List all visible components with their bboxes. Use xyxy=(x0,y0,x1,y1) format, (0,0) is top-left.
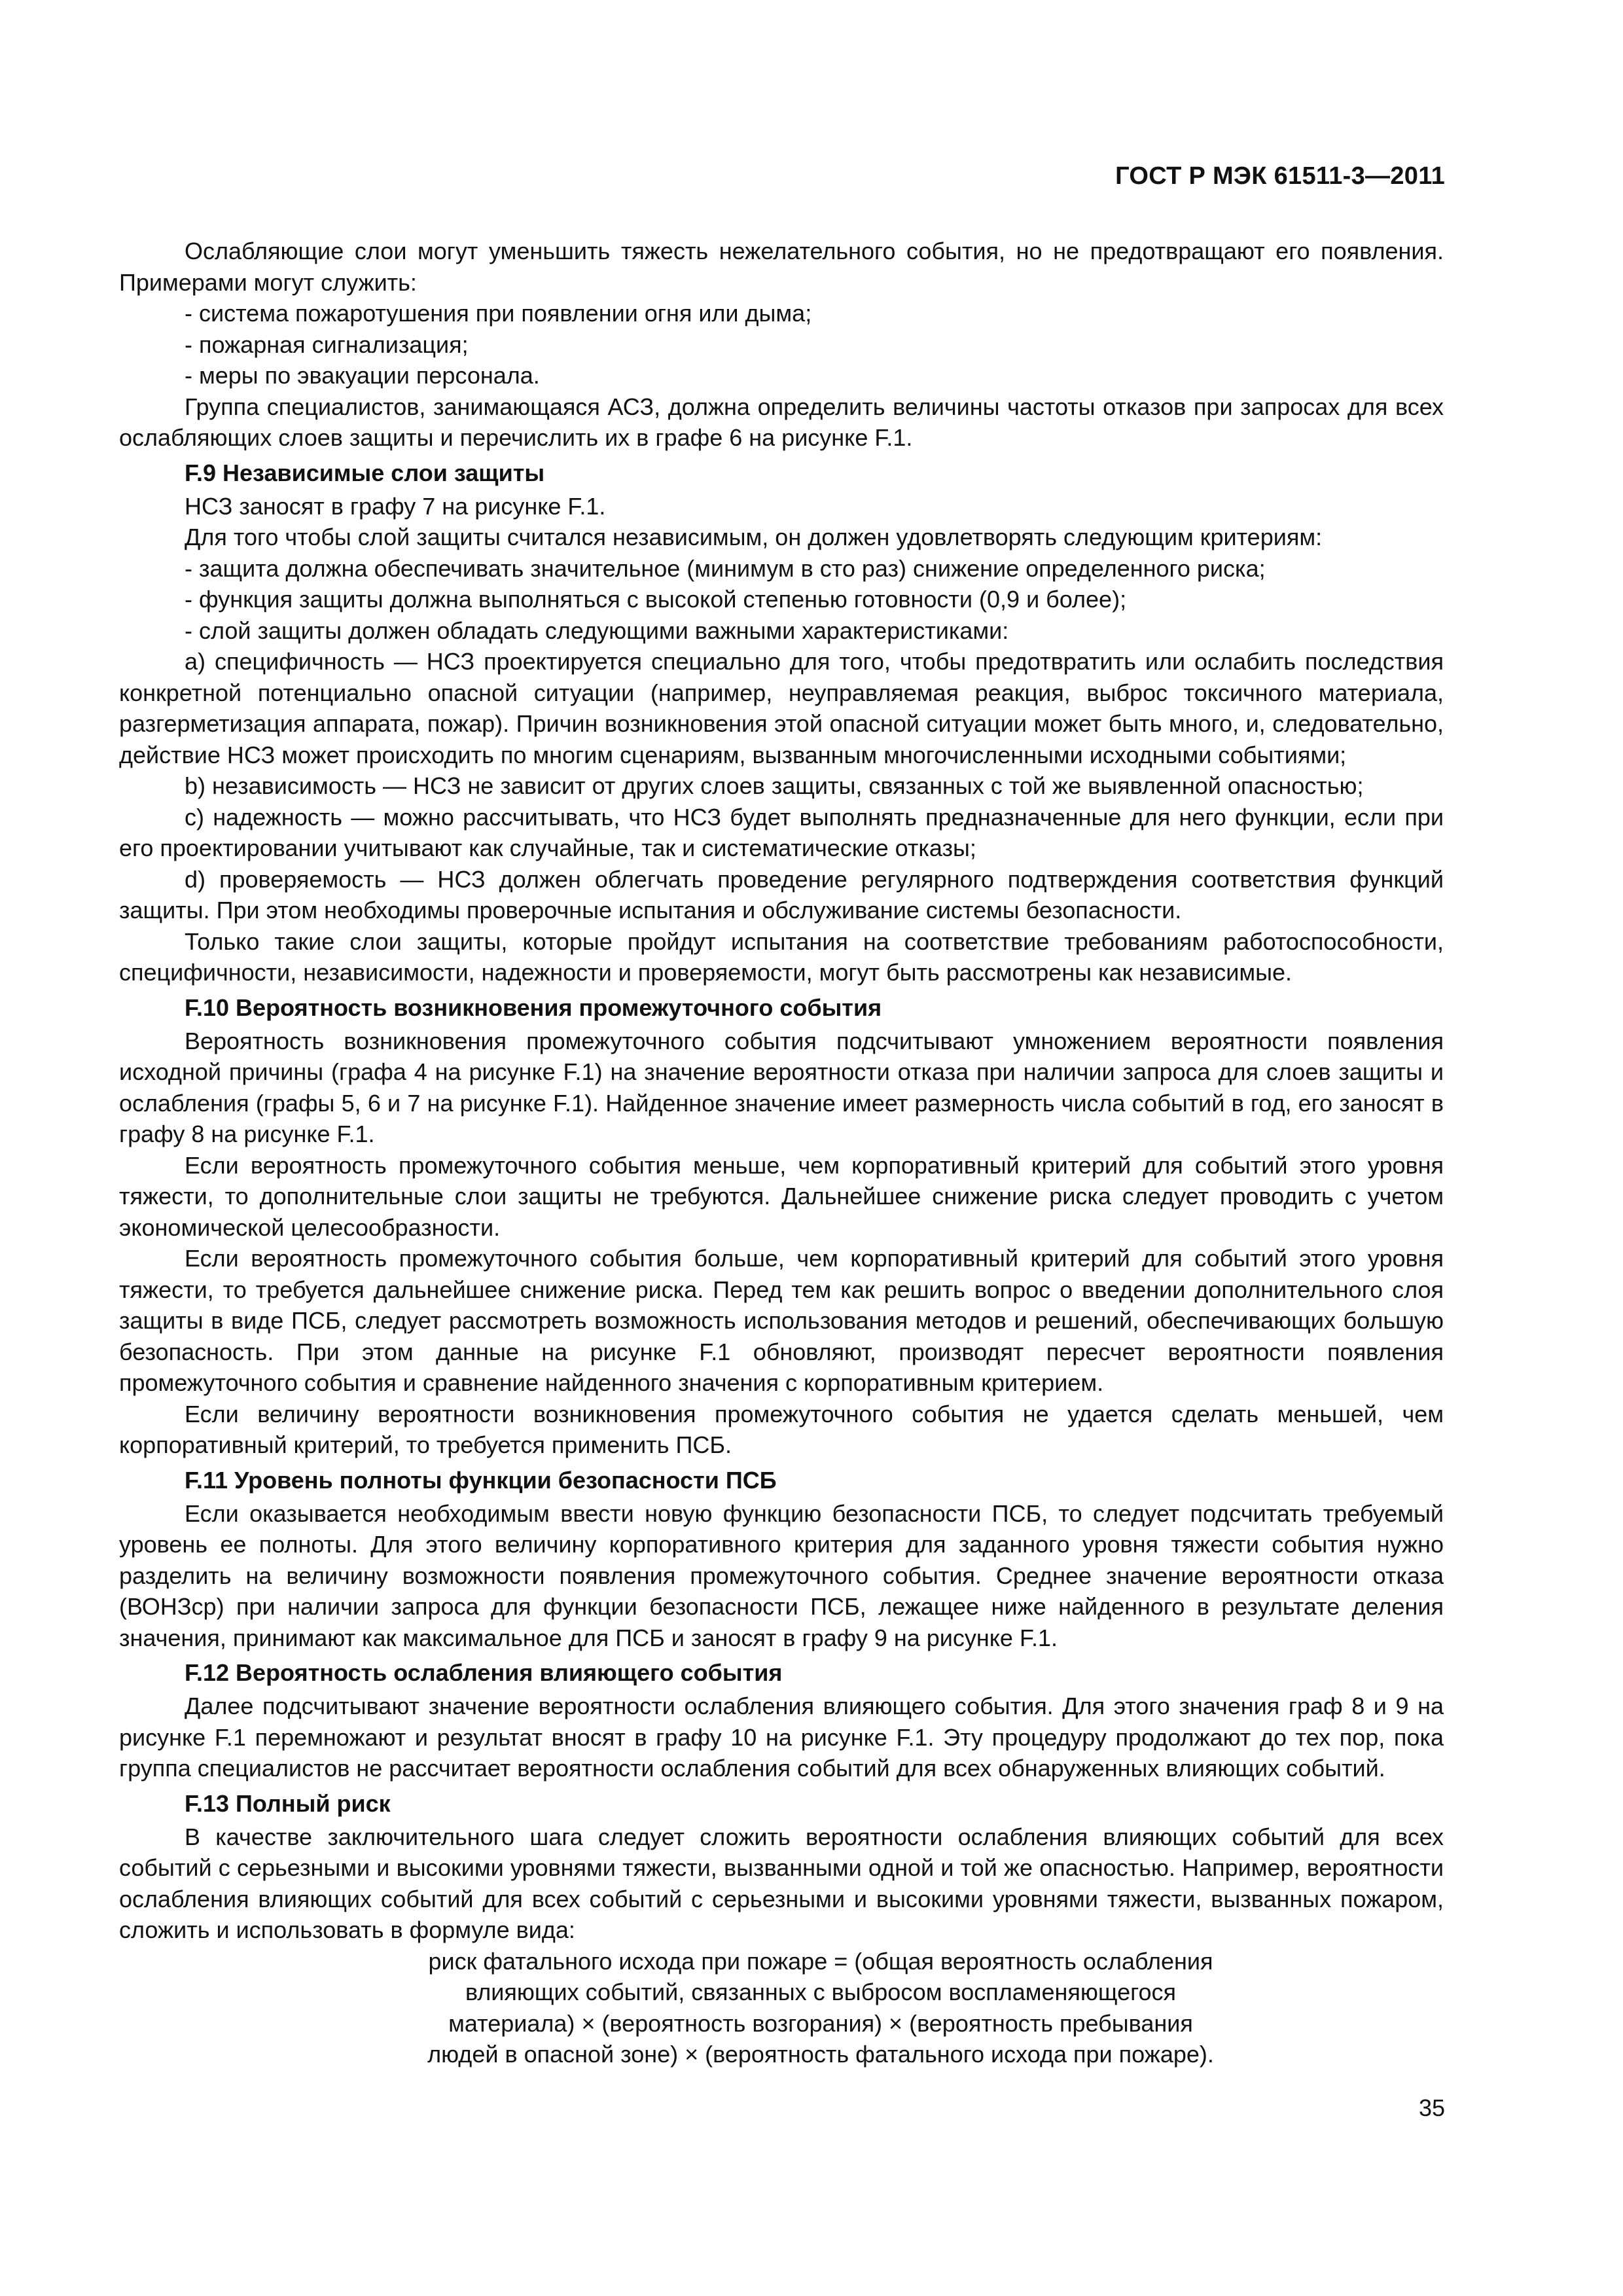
document-code-header: ГОСТ Р МЭК 61511-3—2011 xyxy=(1115,162,1445,190)
list-item: - функция защиты должна выполняться с высокой степенью готовности (0,9 и более); xyxy=(185,586,1127,613)
list-item: - меры по эвакуации персонала. xyxy=(185,362,540,389)
paragraph: Только такие слои защиты, которые пройдут испытания на соответствие требованиям работоспособности, специфичности, независимости, надежности и проверяемости, могут быть рассмотрены как независимые. xyxy=(119,927,1444,986)
formula-line: риск фатального исхода при пожаре = (общая вероятность ослабления xyxy=(428,1947,1213,1975)
list-item: - слой защиты должен обладать следующими важными характеристиками: xyxy=(185,617,1009,644)
section-heading-f12: F.12 Вероятность ослабления влияющего события xyxy=(185,1659,783,1686)
section-heading-f13: F.13 Полный риск xyxy=(185,1789,391,1817)
paragraph: Группа специалистов, занимающаяся АСЗ, должна определить величины частоты отказов при запросах для всех ослабляющих слоев защиты и перечислить их в графе 6 на рисунке F.1. xyxy=(119,393,1444,451)
paragraph: Далее подсчитывают значение вероятности ослабления влияющего события. Для этого значения граф 8 и 9 на рисунке F.1 перемножают и результат вносят в графу 10 на рисунке F.1. Эту процедуру продолжают до тех пор, пока группа специалистов не рассчитает вероятности ослабления событий для всех обнаруженных влияющих событий. xyxy=(119,1693,1444,1782)
formula-line: людей в опасной зоне) × (вероятность фатального исхода при пожаре). xyxy=(427,2041,1214,2068)
formula-line: материала) × (вероятность возгорания) × (вероятность пребывания xyxy=(448,2009,1193,2037)
paragraph: Если вероятность промежуточного события меньше, чем корпоративный критерий для событий этого уровня тяжести, то дополнительные слои защиты не требуются. Дальнейшее снижение риска следует проводить с учетом экономической целесообразности. xyxy=(119,1151,1444,1241)
paragraph: НСЗ заносят в графу 7 на рисунке F.1. xyxy=(185,492,606,520)
paragraph: Если величину вероятности возникновения промежуточного события не удается сделать меньшей, чем корпоративный критерий, то требуется применить ПСБ. xyxy=(119,1400,1444,1458)
criterion-a: а) специфичность — НСЗ проектируется специально для того, чтобы предотвратить или ослабить последствия конкретной потенциально опасной ситуации (например, неуправляемая реакция, выброс токсичного материала, разгерметизация аппарата, пожар). Причин возникновения этой опасной ситуации может быть много, и, следовательно, действие НСЗ может происходить по многим сценариям, вызванным многочисленными исходными событиями; xyxy=(119,648,1444,768)
risk-formula xyxy=(119,1946,1444,2070)
paragraph: В качестве заключительного шага следует сложить вероятности ослабления влияющих событий для всех событий с серьезными и высокими уровнями тяжести, вызванными одной и той же опасностью. Например, вероятности ослабления влияющих событий для всех событий с серьезными и высокими уровнями тяжести, вызванных пожаром, сложить и использовать в формуле вида: xyxy=(119,1823,1444,1943)
list-item: - система пожаротушения при появлении огня или дыма; xyxy=(185,300,812,327)
paragraph: Если оказывается необходимым ввести новую функцию безопасности ПСБ, то следует подсчитать требуемый уровень ее полноты. Для этого величину корпоративного критерия для заданного уровня тяжести события нужно разделить на величину возможности появления промежуточного события. Среднее значение вероятности отказа (ВОНЗср) при наличии запроса для функции безопасности ПСБ, лежащее ниже найденного в результате деления значения, принимают как максимальное для ПСБ и заносят в графу 9 на рисунке F.1. xyxy=(119,1499,1444,1651)
section-heading-f9: F.9 Независимые слои защиты xyxy=(185,459,545,486)
criterion-b: b) независимость — НСЗ не зависит от других слоев защиты, связанных с той же выявленной опасностью; xyxy=(185,772,1364,799)
criterion-d: d) проверяемость — НСЗ должен облегчать проведение регулярного подтверждения соответствия функций защиты. При этом необходимы проверочные испытания и обслуживание системы безопасности. xyxy=(119,865,1444,924)
list-item: - защита должна обеспечивать значительное (минимум в сто раз) снижение определенного риска; xyxy=(185,554,1266,582)
paragraph: Вероятность возникновения промежуточного события подсчитывают умножением вероятности появления исходной причины (графа 4 на рисунке F.1) на значение вероятности отказа при наличии запроса для слоев защиты и ослабления (графы 5, 6 и 7 на рисунке F.1). Найденное значение имеет размерность числа событий в год, его заносят в графу 8 на рисунке F.1. xyxy=(119,1027,1444,1147)
section-heading-f11: F.11 Уровень полноты функции безопасности ПСБ xyxy=(185,1466,777,1494)
document-body xyxy=(119,236,1444,2070)
section-heading-f10: F.10 Вероятность возникновения промежуточного события xyxy=(185,994,882,1021)
paragraph: Ослабляющие слои могут уменьшить тяжесть нежелательного события, но не предотвращают его появления. Примерами могут служить: xyxy=(119,238,1444,296)
list-item: - пожарная сигнализация; xyxy=(185,331,469,358)
paragraph: Для того чтобы слой защиты считался независимым, он должен удовлетворять следующим критериям: xyxy=(185,524,1323,550)
paragraph: Если вероятность промежуточного события больше, чем корпоративный критерий для событий этого уровня тяжести, то требуется дальнейшее снижение риска. Перед тем как решить вопрос о введении дополнительного слоя защиты в виде ПСБ, следует рассмотреть возможность использования методов и решений, обеспечивающих большую безопасность. При этом данные на рисунке F.1 обновляют, производят пересчет вероятности появления промежуточного события и сравнение найденного значения с корпоративным критерием. xyxy=(119,1245,1444,1396)
page-number: 35 xyxy=(1418,2094,1445,2121)
criterion-c: c) надежность — можно рассчитывать, что НСЗ будет выполнять предназначенные для него функции, если при его проектировании учитывают как случайные, так и систематические отказы; xyxy=(119,803,1444,861)
formula-line: влияющих событий, связанных с выбросом воспламеняющегося xyxy=(465,1979,1176,2005)
